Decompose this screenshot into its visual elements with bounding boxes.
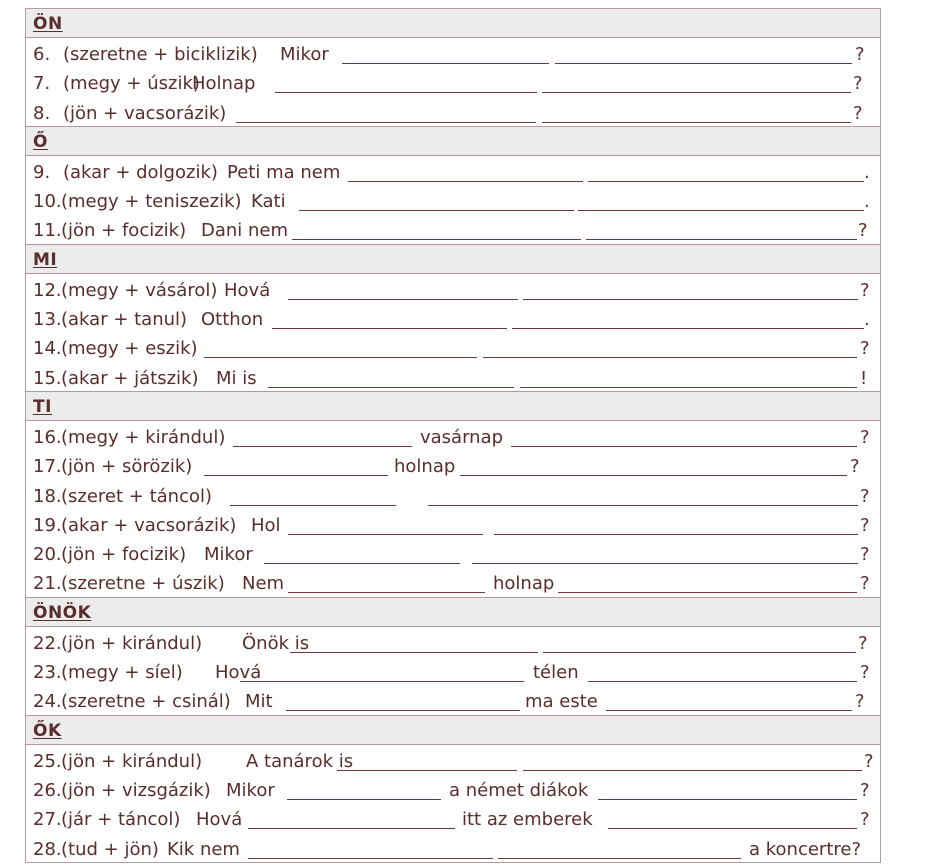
sentence-end: ? bbox=[858, 220, 868, 242]
answer-blank[interactable] bbox=[264, 563, 460, 564]
sentence-end: ? bbox=[860, 809, 870, 831]
exercise-row bbox=[26, 685, 880, 714]
answer-blank[interactable] bbox=[523, 299, 858, 300]
answer-blank[interactable] bbox=[598, 799, 857, 800]
pronoun-section bbox=[26, 392, 880, 598]
sentence-start: Mit bbox=[245, 691, 273, 713]
pronoun-section bbox=[26, 716, 880, 862]
exercise-hint: (megy + kirándul) bbox=[61, 426, 226, 448]
sentence-end: ! bbox=[860, 367, 868, 389]
answer-blank[interactable] bbox=[460, 475, 847, 476]
section-header-label: MI bbox=[33, 249, 58, 270]
section-header-label: ÖNÖK bbox=[33, 602, 92, 623]
exercise-row bbox=[26, 627, 880, 656]
answer-blank[interactable] bbox=[233, 446, 412, 447]
section-header-label: TI bbox=[33, 396, 52, 417]
sentence-end: ? bbox=[860, 514, 870, 536]
exercise-number: 9. bbox=[33, 161, 51, 183]
pronoun-section bbox=[26, 127, 880, 245]
exercise-number: 14. bbox=[33, 338, 62, 360]
exercise-row bbox=[26, 185, 880, 214]
exercise-row bbox=[26, 480, 880, 509]
answer-blank[interactable] bbox=[236, 122, 536, 123]
answer-blank[interactable] bbox=[288, 534, 483, 535]
sentence-start: Mikor bbox=[226, 779, 275, 801]
exercise-hint: (szeretne + biciklizik) bbox=[63, 44, 258, 65]
answer-blank[interactable] bbox=[428, 505, 858, 506]
exercise-hint: (jön + kirándul) bbox=[61, 750, 203, 772]
answer-blank[interactable] bbox=[608, 828, 857, 829]
answer-blank[interactable] bbox=[578, 210, 864, 211]
exercise-number: 27. bbox=[33, 809, 62, 831]
answer-blank[interactable] bbox=[520, 387, 857, 388]
exercise-number: 7. bbox=[33, 73, 51, 95]
sentence-start: Otthon bbox=[201, 309, 264, 331]
sentence-end: ? bbox=[860, 779, 870, 801]
section-header bbox=[26, 598, 880, 627]
exercise-row bbox=[26, 833, 880, 862]
exercise-hint: (akar + vacsorázik) bbox=[61, 514, 237, 536]
sentence-end: ? bbox=[853, 102, 863, 124]
exercise-row bbox=[26, 156, 880, 185]
sentence-start: Kik nem bbox=[167, 838, 240, 860]
answer-blank[interactable] bbox=[512, 328, 864, 329]
exercise-number: 21. bbox=[33, 573, 62, 595]
exercise-number: 16. bbox=[33, 426, 62, 448]
sentence-start: Kati bbox=[251, 191, 286, 213]
exercise-number: 28. bbox=[33, 838, 62, 860]
section-header bbox=[26, 392, 880, 421]
exercise-hint: (szeretne + csinál) bbox=[61, 691, 231, 713]
exercise-hint: (megy + úszik) bbox=[63, 73, 200, 95]
exercise-number: 24. bbox=[33, 691, 62, 713]
exercise-number: 17. bbox=[33, 456, 62, 478]
answer-blank[interactable] bbox=[498, 858, 741, 859]
exercise-row bbox=[26, 774, 880, 803]
section-header-label: ÖN bbox=[33, 14, 63, 34]
pronoun-section bbox=[26, 598, 880, 716]
sentence-start: Hová bbox=[224, 279, 271, 301]
exercise-hint: (megy + síel) bbox=[61, 662, 183, 684]
pronoun-section bbox=[26, 9, 880, 127]
sentence-end: ? bbox=[858, 632, 868, 654]
exercise-number: 25. bbox=[33, 750, 62, 772]
sentence-start: Mikor bbox=[280, 44, 329, 65]
sentence-middle: ma este bbox=[525, 691, 598, 713]
answer-blank[interactable] bbox=[542, 122, 851, 123]
section-header bbox=[26, 245, 880, 274]
answer-blank[interactable] bbox=[588, 181, 864, 182]
exercise-hint: (jön + sörözik) bbox=[61, 456, 193, 478]
exercise-row bbox=[26, 214, 880, 243]
exercise-row bbox=[26, 450, 880, 479]
sentence-end: ? bbox=[860, 573, 870, 595]
sentence-middle: télen bbox=[533, 662, 579, 684]
answer-blank[interactable] bbox=[337, 770, 517, 771]
answer-blank[interactable] bbox=[240, 681, 524, 682]
answer-blank[interactable] bbox=[348, 181, 583, 182]
exercise-row bbox=[26, 362, 880, 391]
answer-blank[interactable] bbox=[542, 92, 851, 93]
section-header bbox=[26, 127, 880, 156]
exercise-row bbox=[26, 567, 880, 596]
sentence-start: Holnap bbox=[192, 73, 256, 95]
exercise-number: 8. bbox=[33, 102, 51, 124]
exercise-hint: (akar + dolgozik) bbox=[63, 161, 218, 183]
pronoun-section bbox=[26, 245, 880, 392]
sentence-start: Önök is bbox=[242, 632, 310, 654]
exercise-sheet bbox=[25, 8, 881, 863]
exercise-hint: (megy + eszik) bbox=[61, 338, 198, 360]
exercise-row bbox=[26, 803, 880, 832]
answer-blank[interactable] bbox=[230, 505, 396, 506]
exercise-row bbox=[26, 745, 880, 774]
answer-blank[interactable] bbox=[272, 328, 507, 329]
exercise-number: 22. bbox=[33, 632, 62, 654]
exercise-row bbox=[26, 97, 880, 126]
exercise-row bbox=[26, 274, 880, 303]
answer-blank[interactable] bbox=[588, 681, 857, 682]
exercise-hint: (szeretne + úszik) bbox=[61, 573, 225, 595]
exercise-row bbox=[26, 421, 880, 450]
sentence-end: . bbox=[864, 161, 870, 183]
exercise-hint: (megy + vásárol) bbox=[61, 279, 218, 301]
sentence-end: ? bbox=[855, 691, 865, 713]
sentence-middle: holnap bbox=[493, 573, 555, 595]
answer-blank[interactable] bbox=[204, 357, 477, 358]
answer-blank[interactable] bbox=[287, 799, 441, 800]
exercise-number: 13. bbox=[33, 309, 62, 331]
answer-blank[interactable] bbox=[511, 446, 857, 447]
sentence-start: Hol bbox=[251, 514, 281, 536]
exercise-hint: (szeret + táncol) bbox=[61, 485, 213, 507]
sentence-start: Dani nem bbox=[201, 220, 289, 242]
sentence-start: Nem bbox=[242, 573, 285, 595]
exercise-number: 23. bbox=[33, 662, 62, 684]
answer-blank[interactable] bbox=[248, 858, 493, 859]
answer-blank[interactable] bbox=[299, 210, 574, 211]
exercise-row bbox=[26, 38, 880, 67]
exercise-number: 15. bbox=[33, 367, 62, 389]
answer-blank[interactable] bbox=[204, 475, 388, 476]
exercise-row bbox=[26, 538, 880, 567]
sentence-start: Hová bbox=[196, 809, 243, 831]
sentence-start: Hová bbox=[215, 662, 262, 684]
exercise-row bbox=[26, 509, 880, 538]
sentence-middle: itt az emberek bbox=[462, 809, 593, 831]
answer-blank[interactable] bbox=[268, 387, 514, 388]
exercise-hint: (megy + teniszezik) bbox=[61, 191, 242, 213]
answer-blank[interactable] bbox=[288, 299, 518, 300]
sentence-start: Mi is bbox=[216, 367, 257, 389]
sentence-end: ? bbox=[860, 544, 870, 566]
answer-blank[interactable] bbox=[586, 239, 857, 240]
sentence-end: ? bbox=[860, 662, 870, 684]
sentence-end: ? bbox=[860, 426, 870, 448]
answer-blank[interactable] bbox=[558, 592, 857, 593]
answer-blank[interactable] bbox=[483, 357, 857, 358]
exercise-number: 11. bbox=[33, 220, 62, 242]
sentence-end: ? bbox=[860, 485, 870, 507]
answer-blank[interactable] bbox=[523, 770, 862, 771]
section-header bbox=[26, 9, 880, 38]
sentence-middle: a német diákok bbox=[449, 779, 589, 801]
exercise-hint: (akar + tanul) bbox=[61, 309, 188, 331]
sentence-end: ? bbox=[860, 338, 870, 360]
answer-blank[interactable] bbox=[543, 652, 856, 653]
answer-blank[interactable] bbox=[286, 710, 520, 711]
exercise-hint: (tud + jön) bbox=[61, 838, 159, 860]
exercise-number: 10. bbox=[33, 191, 62, 213]
exercise-number: 26. bbox=[33, 779, 62, 801]
sentence-start: A tanárok is bbox=[246, 750, 354, 772]
sentence-start: Mikor bbox=[204, 544, 253, 566]
exercise-number: 20. bbox=[33, 544, 62, 566]
sentence-middle: vasárnap bbox=[420, 426, 504, 448]
answer-blank[interactable] bbox=[292, 239, 581, 240]
section-header bbox=[26, 716, 880, 745]
exercise-hint: (jön + vizsgázik) bbox=[61, 779, 211, 801]
sentence-end: . bbox=[864, 191, 870, 213]
sentence-end: . bbox=[864, 309, 870, 331]
answer-blank[interactable] bbox=[606, 710, 852, 711]
answer-blank[interactable] bbox=[275, 92, 537, 93]
answer-blank[interactable] bbox=[555, 63, 852, 64]
exercise-hint: (jön + focizik) bbox=[61, 544, 187, 566]
answer-blank[interactable] bbox=[288, 592, 485, 593]
answer-blank[interactable] bbox=[494, 534, 858, 535]
exercise-hint: (jön + vacsorázik) bbox=[63, 102, 227, 124]
exercise-hint: (jár + táncol) bbox=[61, 809, 181, 831]
answer-blank[interactable] bbox=[290, 652, 538, 653]
answer-blank[interactable] bbox=[248, 828, 455, 829]
sentence-end: ? bbox=[864, 750, 874, 772]
sentence-end: ? bbox=[860, 279, 870, 301]
exercise-row bbox=[26, 67, 880, 96]
exercise-row bbox=[26, 656, 880, 685]
exercise-row bbox=[26, 332, 880, 361]
answer-blank[interactable] bbox=[472, 563, 858, 564]
exercise-row bbox=[26, 303, 880, 332]
sentence-end: ? bbox=[853, 73, 863, 95]
exercise-number: 6. bbox=[33, 44, 51, 65]
sentence-end: a koncertre? bbox=[749, 838, 862, 860]
exercise-number: 12. bbox=[33, 279, 62, 301]
exercise-hint: (jön + kirándul) bbox=[61, 632, 203, 654]
answer-blank[interactable] bbox=[342, 63, 549, 64]
exercise-number: 18. bbox=[33, 485, 62, 507]
sentence-middle: holnap bbox=[394, 456, 456, 478]
section-header-label: Ő bbox=[33, 131, 48, 152]
sentence-end: ? bbox=[850, 456, 860, 478]
exercise-hint: (akar + játszik) bbox=[61, 367, 199, 389]
exercise-hint: (jön + focizik) bbox=[61, 220, 187, 242]
section-header-label: ŐK bbox=[33, 720, 62, 741]
sentence-start: Peti ma nem bbox=[227, 161, 341, 183]
sentence-end: ? bbox=[855, 44, 865, 65]
exercise-number: 19. bbox=[33, 514, 62, 536]
